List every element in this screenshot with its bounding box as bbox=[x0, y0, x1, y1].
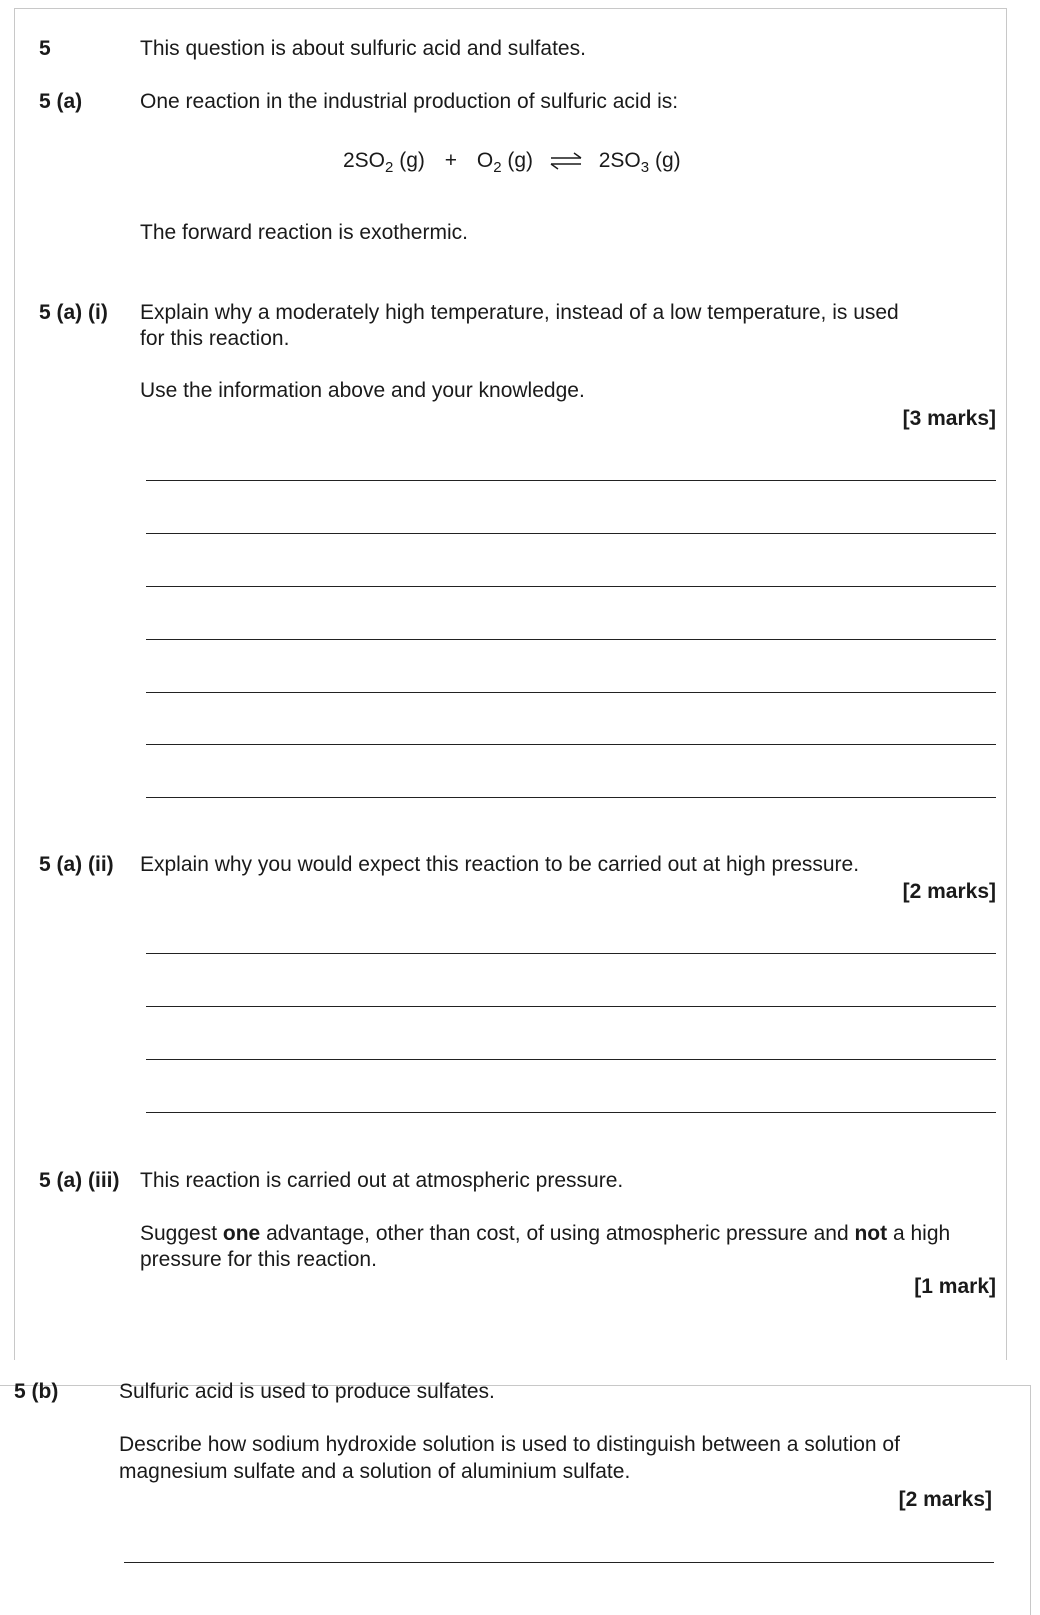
part-a-i-text-1: Explain why a moderately high temperature, instead of a low temperature, is used bbox=[140, 301, 899, 324]
part-a-intro: One reaction in the industrial production of sulfuric acid is: bbox=[140, 90, 679, 113]
part-a-i-marks: [3 marks] bbox=[902, 407, 996, 430]
part-a-iii-suggest-line2: pressure for this reaction. bbox=[140, 1248, 377, 1271]
part-a-iii-suggest-line1: Suggest one advantage, other than cost, of using atmospheric pressure and not a high bbox=[140, 1222, 951, 1245]
answer-line[interactable] bbox=[146, 1059, 996, 1060]
part-a-iii-marks: [1 mark] bbox=[914, 1275, 996, 1298]
part-b-text: Sulfuric acid is used to produce sulfates. bbox=[119, 1380, 495, 1403]
part-b-describe-1: Describe how sodium hydroxide solution is used to distinguish between a solution of bbox=[119, 1433, 900, 1456]
reactant-o2: $O_2$ bbox=[476, 149, 502, 176]
reactant-so2: $2SO_2$ bbox=[343, 149, 394, 176]
question-number: 5 bbox=[39, 37, 51, 60]
question-panel-a bbox=[14, 8, 1007, 1360]
reactant-o2-state: (g) bbox=[507, 149, 534, 172]
part-b-marks: [2 marks] bbox=[898, 1488, 992, 1511]
part-a-ii-label: 5 (a) (ii) bbox=[39, 853, 114, 876]
equilibrium-arrow-icon bbox=[549, 151, 583, 171]
answer-line[interactable] bbox=[146, 744, 996, 745]
part-a-ii-marks: [2 marks] bbox=[902, 880, 996, 903]
part-a-iii-text: This reaction is carried out at atmospheric pressure. bbox=[140, 1169, 624, 1192]
answer-line[interactable] bbox=[146, 1006, 996, 1007]
part-a-i-label: 5 (a) (i) bbox=[39, 301, 108, 324]
part-b-label: 5 (b) bbox=[14, 1380, 59, 1403]
part-a-label: 5 (a) bbox=[39, 90, 83, 113]
part-a-i-instruction: Use the information above and your knowledge. bbox=[140, 379, 585, 402]
exothermic-note: The forward reaction is exothermic. bbox=[140, 221, 468, 244]
part-a-i-text-2: for this reaction. bbox=[140, 327, 290, 350]
answer-line[interactable] bbox=[146, 953, 996, 954]
product-so3-state: (g) bbox=[654, 149, 681, 172]
answer-line[interactable] bbox=[146, 480, 996, 481]
answer-line[interactable] bbox=[146, 797, 996, 798]
reactant-so2-state: (g) bbox=[399, 149, 425, 172]
question-intro: This question is about sulfuric acid and sulfates. bbox=[140, 37, 586, 60]
answer-line[interactable] bbox=[146, 639, 996, 640]
answer-line[interactable] bbox=[146, 586, 996, 587]
question-panel-b bbox=[0, 1380, 1031, 1615]
answer-line[interactable] bbox=[124, 1562, 994, 1563]
part-b-describe-2: magnesium sulfate and a solution of aluminium sulfate. bbox=[119, 1460, 631, 1483]
product-so3: $2SO_3$ bbox=[598, 149, 650, 176]
answer-line[interactable] bbox=[146, 1112, 996, 1113]
reaction-equation bbox=[343, 149, 681, 176]
part-a-iii-label: 5 (a) (iii) bbox=[39, 1169, 120, 1192]
part-a-ii-text: Explain why you would expect this reaction to be carried out at high pressure. bbox=[140, 853, 860, 876]
answer-line[interactable] bbox=[146, 692, 996, 693]
plus-sign: + bbox=[444, 149, 457, 172]
answer-line[interactable] bbox=[146, 533, 996, 534]
